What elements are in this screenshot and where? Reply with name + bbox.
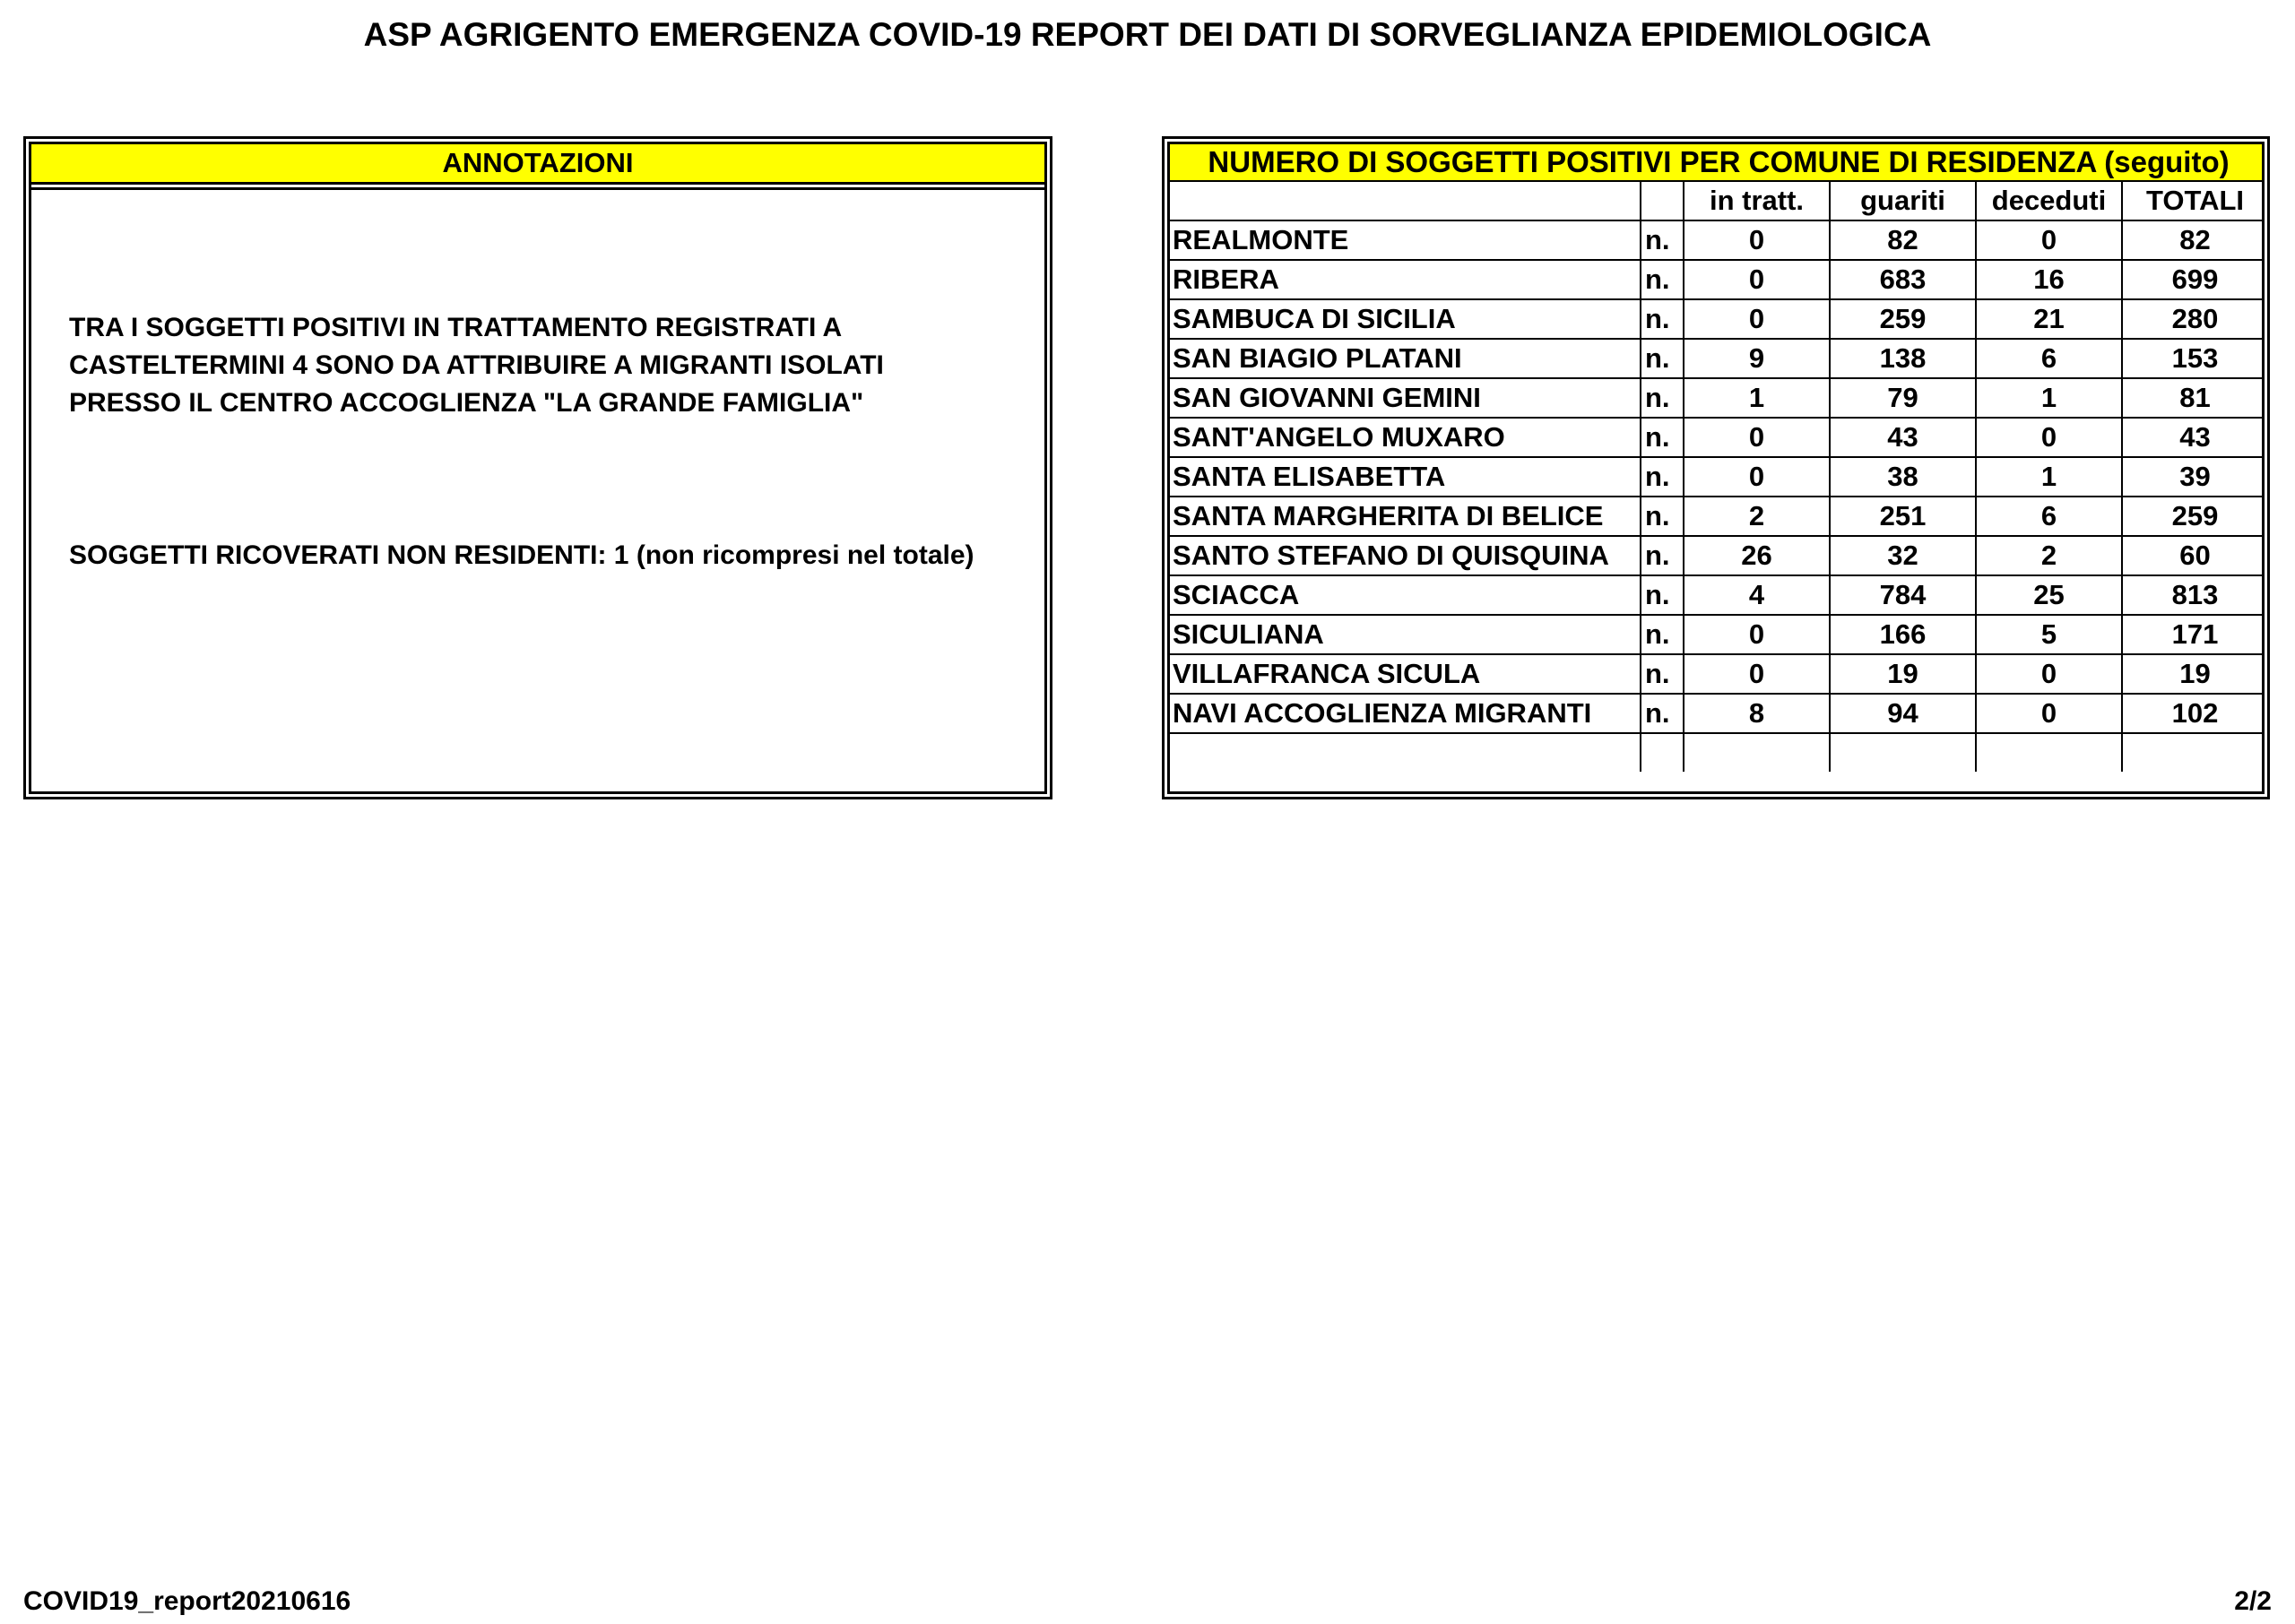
cell-comune: NAVI ACCOGLIENZA MIGRANTI xyxy=(1170,694,1641,733)
table-row xyxy=(1170,260,2265,299)
table-row xyxy=(1170,220,2265,260)
cell-comune: SANTO STEFANO DI QUISQUINA xyxy=(1170,536,1641,575)
cell-in-tratt: 0 xyxy=(1684,457,1830,497)
cell-unit: n. xyxy=(1641,299,1684,339)
empty-cell xyxy=(1684,733,1830,772)
table-row xyxy=(1170,339,2265,378)
cell-in-tratt: 0 xyxy=(1684,654,1830,694)
cell-guariti: 82 xyxy=(1830,220,1976,260)
table-row xyxy=(1170,497,2265,536)
cell-guariti: 138 xyxy=(1830,339,1976,378)
cell-in-tratt: 4 xyxy=(1684,575,1830,615)
cell-unit: n. xyxy=(1641,694,1684,733)
empty-cell xyxy=(1976,733,2122,772)
cell-guariti: 94 xyxy=(1830,694,1976,733)
cell-in-tratt: 8 xyxy=(1684,694,1830,733)
header-blank xyxy=(1641,181,1684,220)
cell-unit: n. xyxy=(1641,536,1684,575)
cell-guariti: 38 xyxy=(1830,457,1976,497)
cell-deceduti: 0 xyxy=(1976,220,2122,260)
cell-guariti: 43 xyxy=(1830,418,1976,457)
cell-unit: n. xyxy=(1641,497,1684,536)
cell-deceduti: 6 xyxy=(1976,497,2122,536)
page-number: 2/2 xyxy=(2234,1586,2272,1616)
cell-comune: SICULIANA xyxy=(1170,615,1641,654)
cell-in-tratt: 9 xyxy=(1684,339,1830,378)
cell-in-tratt: 0 xyxy=(1684,220,1830,260)
cell-deceduti: 21 xyxy=(1976,299,2122,339)
table-row xyxy=(1170,457,2265,497)
cell-deceduti: 16 xyxy=(1976,260,2122,299)
cell-comune: SAN GIOVANNI GEMINI xyxy=(1170,378,1641,418)
cell-deceduti: 6 xyxy=(1976,339,2122,378)
table-row xyxy=(1170,536,2265,575)
cell-totali: 102 xyxy=(2122,694,2265,733)
column-header-totali: TOTALI xyxy=(2122,181,2265,220)
cell-in-tratt: 2 xyxy=(1684,497,1830,536)
cell-unit: n. xyxy=(1641,457,1684,497)
cell-totali: 82 xyxy=(2122,220,2265,260)
cell-totali: 171 xyxy=(2122,615,2265,654)
annotations-body xyxy=(31,187,1044,791)
cell-totali: 19 xyxy=(2122,654,2265,694)
cell-unit: n. xyxy=(1641,220,1684,260)
cell-deceduti: 2 xyxy=(1976,536,2122,575)
cell-totali: 43 xyxy=(2122,418,2265,457)
table-row xyxy=(1170,575,2265,615)
cases-table xyxy=(1170,144,2265,772)
header-blank xyxy=(1170,181,1641,220)
cell-totali: 259 xyxy=(2122,497,2265,536)
cell-guariti: 251 xyxy=(1830,497,1976,536)
cell-guariti: 683 xyxy=(1830,260,1976,299)
cell-totali: 813 xyxy=(2122,575,2265,615)
cell-in-tratt: 26 xyxy=(1684,536,1830,575)
note-line: PRESSO IL CENTRO ACCOGLIENZA "LA GRANDE FAMIGLIA" xyxy=(69,388,864,418)
cell-deceduti: 1 xyxy=(1976,457,2122,497)
table-row xyxy=(1170,654,2265,694)
cell-comune: SCIACCA xyxy=(1170,575,1641,615)
cell-comune: SANTA MARGHERITA DI BELICE xyxy=(1170,497,1641,536)
empty-cell xyxy=(1830,733,1976,772)
cell-guariti: 166 xyxy=(1830,615,1976,654)
column-header-deceduti: deceduti xyxy=(1976,181,2122,220)
cell-totali: 60 xyxy=(2122,536,2265,575)
note-line: TRA I SOGGETTI POSITIVI IN TRATTAMENTO REGISTRATI A xyxy=(69,313,843,342)
cell-unit: n. xyxy=(1641,615,1684,654)
table-row xyxy=(1170,378,2265,418)
cell-guariti: 784 xyxy=(1830,575,1976,615)
table-title: NUMERO DI SOGGETTI POSITIVI PER COMUNE DI RESIDENZA (seguito) xyxy=(1170,144,2265,181)
cell-comune: VILLAFRANCA SICULA xyxy=(1170,654,1641,694)
cases-table-panel xyxy=(1162,136,2270,799)
cell-unit: n. xyxy=(1641,575,1684,615)
cell-deceduti: 0 xyxy=(1976,694,2122,733)
cell-comune: RIBERA xyxy=(1170,260,1641,299)
cell-in-tratt: 0 xyxy=(1684,615,1830,654)
cell-totali: 153 xyxy=(2122,339,2265,378)
cell-comune: SANTA ELISABETTA xyxy=(1170,457,1641,497)
cell-in-tratt: 0 xyxy=(1684,260,1830,299)
table-row xyxy=(1170,418,2265,457)
cell-in-tratt: 1 xyxy=(1684,378,1830,418)
cell-guariti: 79 xyxy=(1830,378,1976,418)
cell-deceduti: 25 xyxy=(1976,575,2122,615)
report-filename: COVID19_report20210616 xyxy=(23,1586,351,1616)
annotations-frame xyxy=(29,142,1047,794)
cell-deceduti: 5 xyxy=(1976,615,2122,654)
cell-guariti: 259 xyxy=(1830,299,1976,339)
cell-guariti: 32 xyxy=(1830,536,1976,575)
table-row-empty xyxy=(1170,733,2265,772)
cell-totali: 280 xyxy=(2122,299,2265,339)
column-header-guariti: guariti xyxy=(1830,181,1976,220)
cell-unit: n. xyxy=(1641,418,1684,457)
cell-in-tratt: 0 xyxy=(1684,418,1830,457)
annotations-header: ANNOTAZIONI xyxy=(31,144,1044,185)
cell-deceduti: 1 xyxy=(1976,378,2122,418)
cell-comune: SAMBUCA DI SICILIA xyxy=(1170,299,1641,339)
page-title: ASP AGRIGENTO EMERGENZA COVID-19 REPORT DEI DATI DI SORVEGLIANZA EPIDEMIOLOGICA xyxy=(363,16,1932,53)
cell-guariti: 19 xyxy=(1830,654,1976,694)
cell-in-tratt: 0 xyxy=(1684,299,1830,339)
cell-unit: n. xyxy=(1641,654,1684,694)
cell-deceduti: 0 xyxy=(1976,654,2122,694)
cell-unit: n. xyxy=(1641,339,1684,378)
cell-totali: 699 xyxy=(2122,260,2265,299)
empty-cell xyxy=(1170,733,1641,772)
note-line-non-resident: SOGGETTI RICOVERATI NON RESIDENTI: 1 (non ricompresi nel totale) xyxy=(69,540,974,570)
cell-unit: n. xyxy=(1641,260,1684,299)
annotations-panel xyxy=(23,136,1052,799)
cell-comune: SAN BIAGIO PLATANI xyxy=(1170,339,1641,378)
cases-table-frame xyxy=(1167,142,2265,794)
table-row xyxy=(1170,299,2265,339)
cell-comune: REALMONTE xyxy=(1170,220,1641,260)
cell-comune: SANT'ANGELO MUXARO xyxy=(1170,418,1641,457)
empty-cell xyxy=(2122,733,2265,772)
empty-cell xyxy=(1641,733,1684,772)
cell-deceduti: 0 xyxy=(1976,418,2122,457)
table-body xyxy=(1170,220,2265,772)
table-row xyxy=(1170,615,2265,654)
cell-totali: 39 xyxy=(2122,457,2265,497)
column-header-in-tratt: in tratt. xyxy=(1684,181,1830,220)
cell-totali: 81 xyxy=(2122,378,2265,418)
table-row xyxy=(1170,694,2265,733)
cell-unit: n. xyxy=(1641,378,1684,418)
note-line: CASTELTERMINI 4 SONO DA ATTRIBUIRE A MIGRANTI ISOLATI xyxy=(69,350,884,380)
